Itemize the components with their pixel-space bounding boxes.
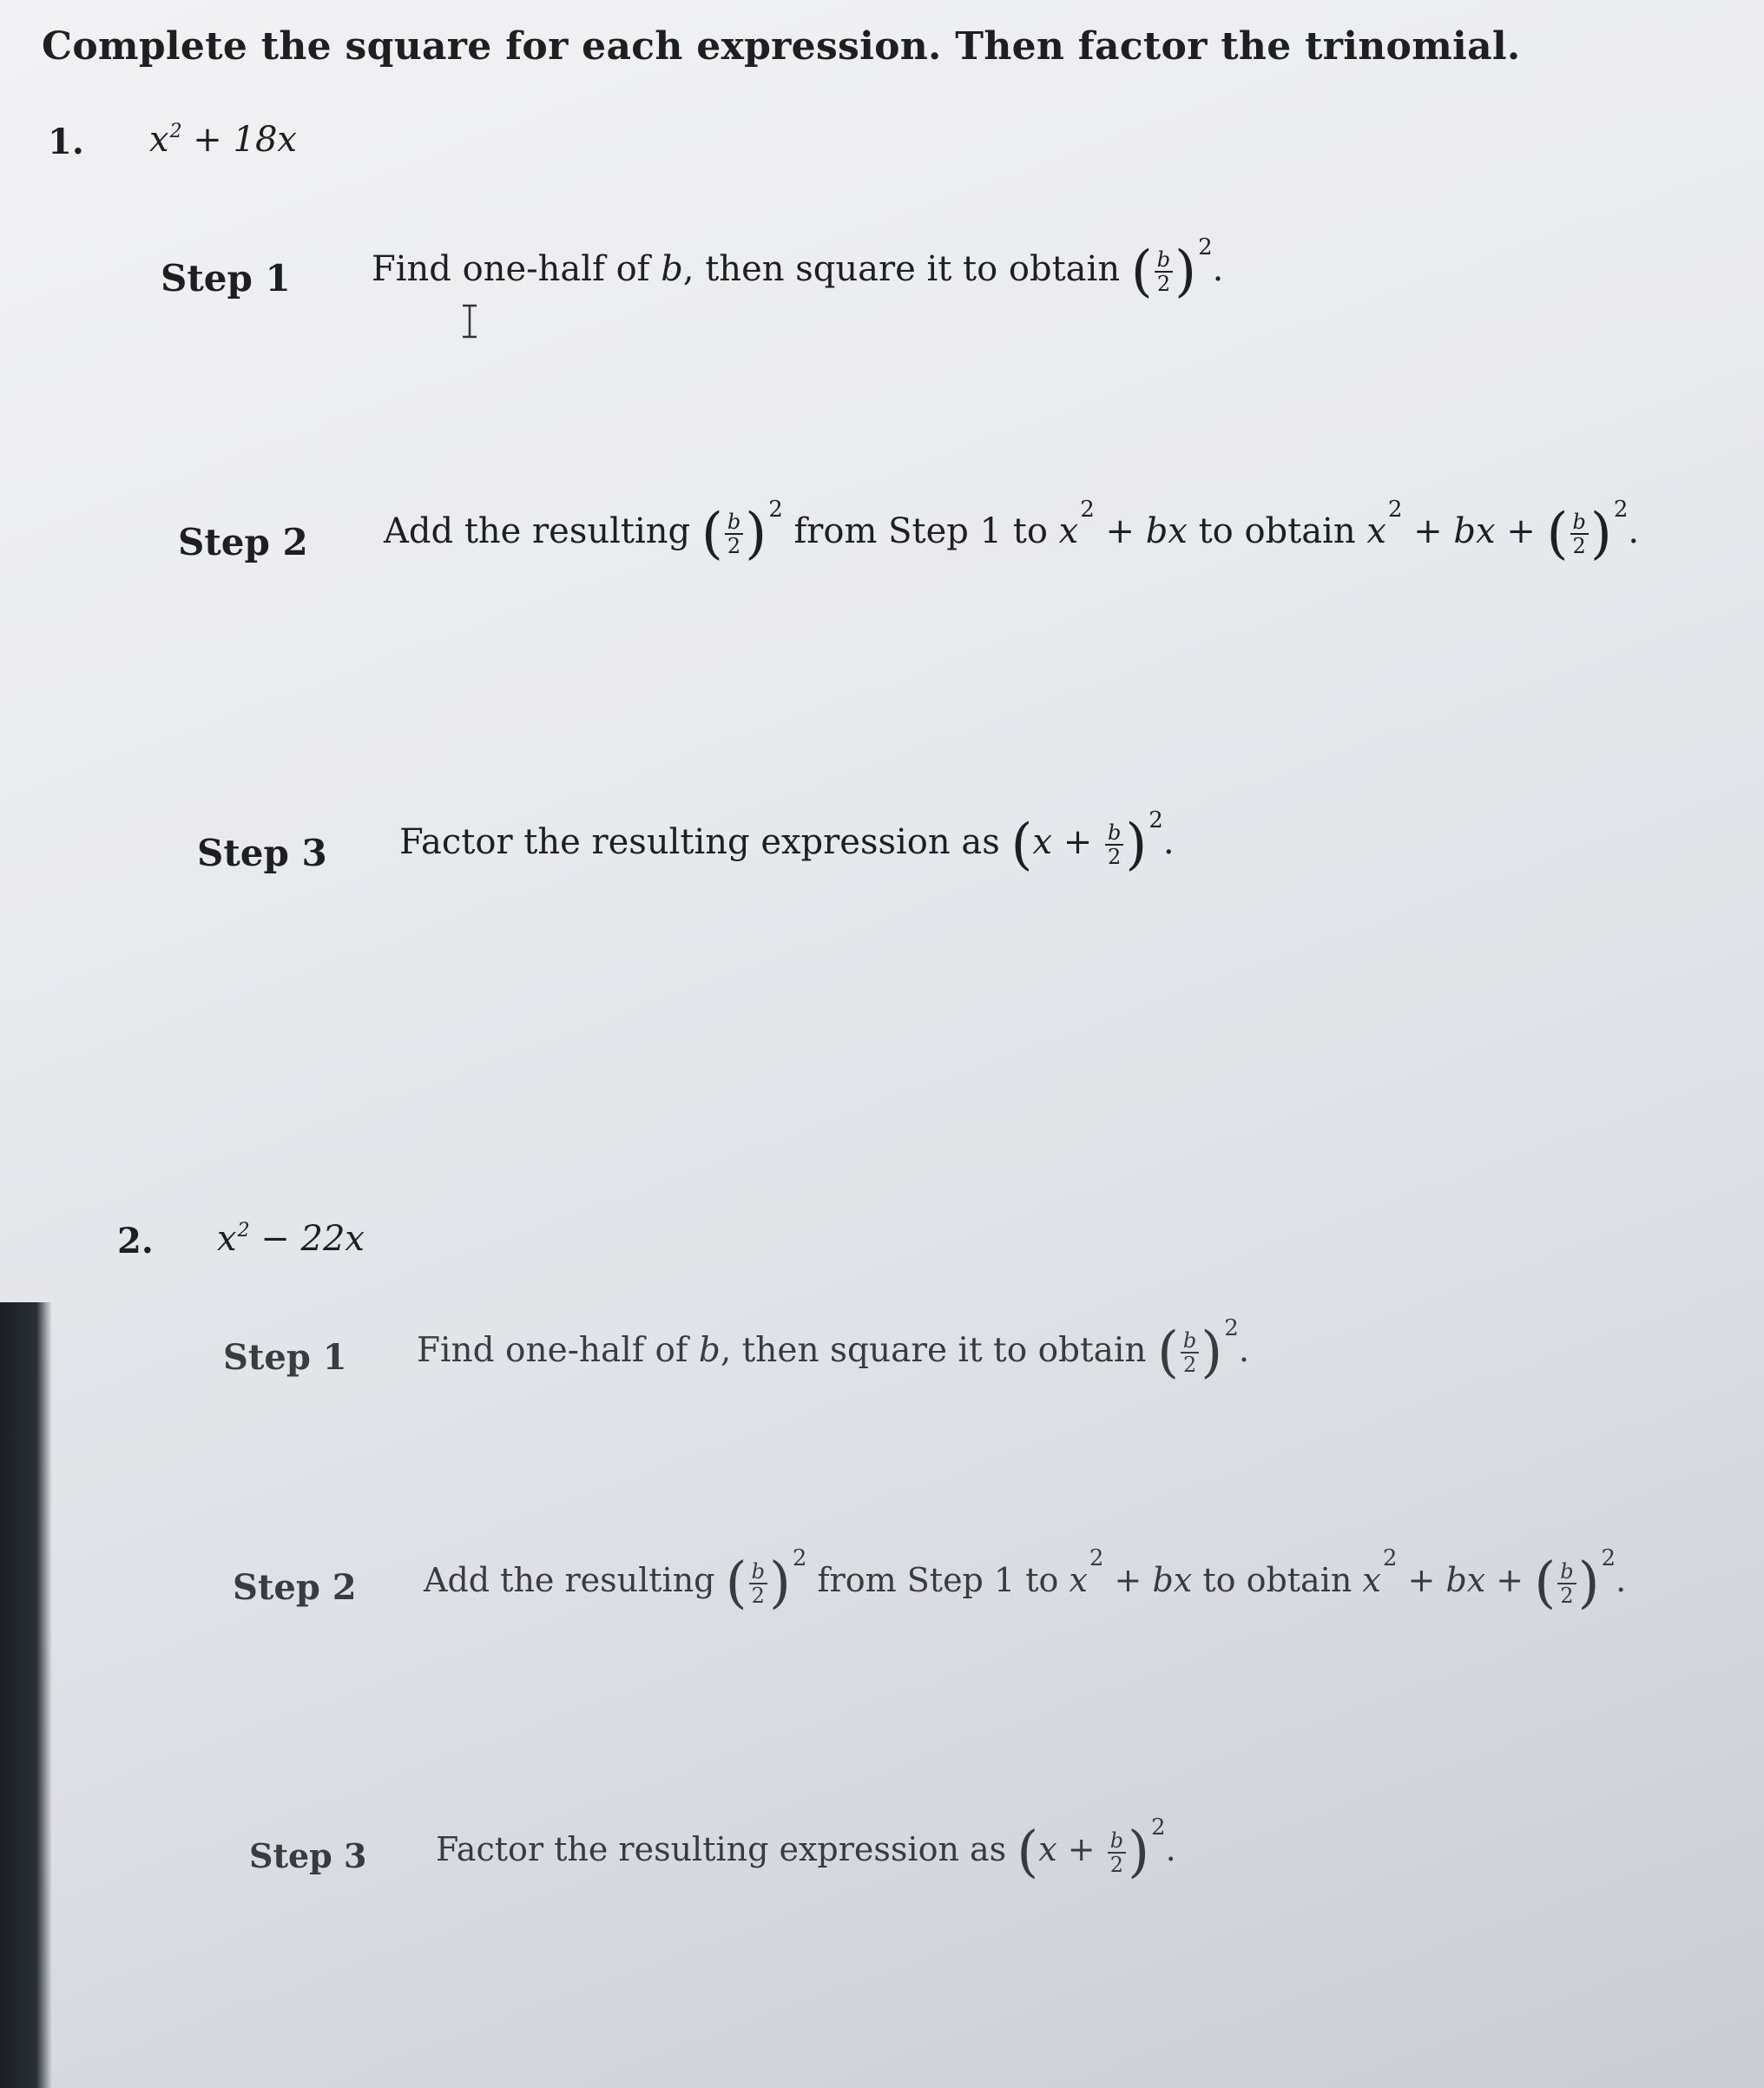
- fraction-numerator: b: [749, 1560, 767, 1584]
- p1-step1-text: [372, 234, 1224, 304]
- exponent: 2: [1089, 1545, 1104, 1571]
- close-paren: ): [1590, 502, 1612, 566]
- b-over-2-fraction: [1108, 1829, 1126, 1876]
- expr-base: x: [149, 120, 169, 160]
- p1-step2-label: Step 2: [178, 521, 308, 563]
- problem-1-number: 1.: [48, 122, 84, 162]
- exponent: 2: [1601, 1545, 1616, 1571]
- step-text: Factor the resulting expression as: [399, 822, 1000, 862]
- open-paren: (: [1546, 502, 1569, 566]
- step-text-pre: Find one-half of: [372, 249, 662, 289]
- exponent: 2: [768, 497, 783, 523]
- fraction-denominator: 2: [1572, 534, 1586, 558]
- step-text-pre: Find one-half of: [417, 1331, 699, 1370]
- step-text-var: b: [661, 249, 683, 289]
- fraction-numerator: b: [1557, 1560, 1576, 1584]
- period: .: [1162, 822, 1175, 862]
- fraction-numerator: b: [1570, 510, 1589, 535]
- plus-sign: +: [1407, 1561, 1436, 1599]
- fraction-denominator: 2: [1109, 1852, 1124, 1877]
- fraction-numerator: b: [1105, 821, 1123, 846]
- fraction-denominator: 2: [1108, 845, 1122, 869]
- open-paren: (: [701, 502, 723, 566]
- p2-step3-text: [436, 1815, 1176, 1885]
- step-text-pre: Add the resulting: [424, 1561, 715, 1599]
- fraction-denominator: 2: [1560, 1583, 1574, 1608]
- monitor-bezel: [0, 1302, 52, 2088]
- close-paren: ): [1201, 1321, 1223, 1385]
- open-paren: (: [1010, 813, 1033, 877]
- close-paren: ): [745, 502, 767, 566]
- step-text-post: , then square it to obtain: [682, 249, 1121, 289]
- step-text-pre: Add the resulting: [384, 511, 691, 551]
- open-paren: (: [1130, 240, 1153, 304]
- problem-2-number: 2.: [117, 1221, 154, 1261]
- p1-step2-text: [384, 497, 1640, 566]
- var-bx: bx: [1152, 1561, 1193, 1599]
- p2-step1-label: Step 1: [223, 1337, 347, 1378]
- var-x: x: [1366, 511, 1386, 551]
- b-over-2-fraction: [725, 510, 743, 557]
- plus-sign: +: [1067, 1830, 1096, 1868]
- step-text-mid: from Step 1 to: [793, 511, 1048, 551]
- problem-1-expression: [149, 120, 297, 160]
- fraction-numerator: b: [1181, 1329, 1199, 1354]
- step-text-var: b: [698, 1331, 721, 1370]
- plus-sign: +: [1114, 1561, 1142, 1599]
- fraction-denominator: 2: [727, 534, 741, 558]
- p1-step1-label: Step 1: [161, 257, 291, 300]
- close-paren: ): [1125, 813, 1148, 877]
- exponent: 2: [792, 1545, 807, 1571]
- p1-step3-label: Step 3: [197, 832, 327, 874]
- exponent: 2: [1387, 497, 1403, 523]
- plus-sign: +: [1063, 822, 1093, 862]
- open-paren: (: [1017, 1820, 1039, 1885]
- open-paren: (: [725, 1551, 747, 1616]
- exponent: 2: [1149, 807, 1163, 833]
- exponent: 2: [1151, 1815, 1166, 1841]
- text-cursor-icon: [460, 304, 479, 339]
- fraction-numerator: b: [1155, 248, 1173, 273]
- step-text-mid: from Step 1 to: [817, 1561, 1059, 1599]
- expr-base: x: [217, 1219, 237, 1259]
- b-over-2-fraction: [1570, 510, 1589, 557]
- close-paren: ): [1175, 240, 1197, 304]
- open-paren: (: [1156, 1321, 1179, 1385]
- period: .: [1238, 1331, 1250, 1370]
- var-x: x: [1069, 1561, 1088, 1599]
- fraction-numerator: b: [1108, 1829, 1126, 1854]
- step-text: Factor the resulting expression as: [436, 1830, 1007, 1868]
- step-text-obtain: to obtain: [1202, 1561, 1353, 1599]
- exponent: 2: [1613, 497, 1629, 523]
- var-bx: bx: [1445, 1561, 1486, 1599]
- b-over-2-fraction: [1155, 248, 1173, 295]
- close-paren: ): [1128, 1820, 1150, 1885]
- period: .: [1212, 249, 1224, 289]
- fraction-denominator: 2: [1156, 272, 1171, 296]
- fraction-denominator: 2: [751, 1583, 765, 1608]
- plus-sign: +: [1506, 511, 1536, 551]
- b-over-2-fraction: [1105, 821, 1123, 868]
- var-x: x: [1058, 511, 1079, 551]
- p2-step3-label: Step 3: [249, 1836, 367, 1875]
- b-over-2-fraction: [1557, 1560, 1576, 1607]
- close-paren: ): [768, 1551, 791, 1616]
- var-x: x: [1032, 822, 1052, 862]
- step-text-post: , then square it to obtain: [720, 1331, 1147, 1370]
- period: .: [1165, 1830, 1176, 1868]
- exponent: 2: [1382, 1545, 1398, 1571]
- exponent: 2: [1224, 1315, 1239, 1341]
- exponent: 2: [1080, 497, 1095, 523]
- expr-exponent: 2: [237, 1220, 250, 1242]
- problem-2-expression: [217, 1219, 365, 1259]
- plus-sign: +: [1105, 511, 1135, 551]
- close-paren: ): [1577, 1551, 1600, 1616]
- plus-sign: +: [1413, 511, 1443, 551]
- expr-rest: + 18x: [181, 120, 297, 160]
- expr-rest: − 22x: [249, 1219, 365, 1259]
- fraction-denominator: 2: [1182, 1353, 1197, 1377]
- b-over-2-fraction: [749, 1560, 767, 1607]
- var-x: x: [1362, 1561, 1381, 1599]
- p1-step3-text: [399, 807, 1175, 877]
- b-over-2-fraction: [1181, 1329, 1199, 1376]
- p2-step2-label: Step 2: [233, 1567, 357, 1608]
- var-bx: bx: [1453, 511, 1496, 551]
- var-bx: bx: [1145, 511, 1188, 551]
- period: .: [1616, 1561, 1627, 1599]
- step-text-obtain: to obtain: [1198, 511, 1356, 551]
- var-x: x: [1038, 1830, 1057, 1868]
- period: .: [1628, 511, 1640, 551]
- fraction-numerator: b: [725, 510, 743, 535]
- page-heading: Complete the square for each expression. Then factor the trinomial.: [42, 24, 1521, 69]
- expr-exponent: 2: [169, 121, 182, 142]
- plus-sign: +: [1496, 1561, 1524, 1599]
- exponent: 2: [1198, 234, 1213, 260]
- p2-step2-text: [424, 1545, 1627, 1616]
- p2-step1-text: [417, 1315, 1250, 1385]
- open-paren: (: [1534, 1551, 1557, 1616]
